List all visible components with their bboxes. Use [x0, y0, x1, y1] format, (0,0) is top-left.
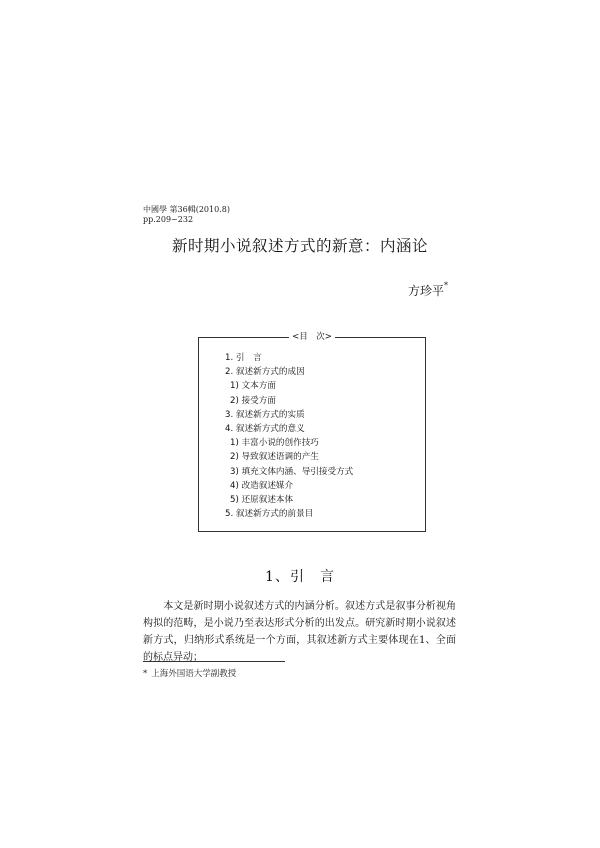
- toc-item: 1. 引 言: [225, 353, 262, 363]
- toc-subitem: 2) 导致叙述语调的产生: [230, 452, 319, 463]
- author: [408, 282, 448, 299]
- footnote-text: 上海外国语大学副教授: [151, 669, 237, 679]
- toc-subitem: 3) 填充文体内涵、导引接受方式: [230, 466, 354, 477]
- journal-info: [143, 205, 230, 225]
- author-name: 方珍平: [407, 284, 444, 298]
- toc-item: 4. 叙述新方式的意义: [225, 424, 305, 435]
- toc-subitem: 4) 改造叙述媒介: [230, 480, 294, 491]
- paper-title: 新时期小说叙述方式的新意：内涵论: [171, 237, 428, 255]
- toc-subitem: 1) 文本方面: [230, 381, 276, 392]
- body-paragraph: 本文是新时期小说叙述方式的内涵分析。叙述方式是叙事分析视角构拟的范畴，是小说乃至表达形式分析的出发点。研究新时期小说叙述新方式，归纳形式系统是一个方面，其叙述新方式主要体现在1、全面的标点异动；: [143, 601, 456, 663]
- footnote-mark: *: [143, 669, 148, 679]
- footnote-divider: [143, 661, 285, 662]
- section-heading: 1、引 言: [265, 569, 335, 585]
- author-footnote-mark: *: [444, 281, 448, 290]
- toc-subitem: 1) 丰富小说的创作技巧: [230, 438, 319, 449]
- toc-item: 2. 叙述新方式的成因: [225, 367, 305, 378]
- toc-list: [225, 351, 353, 521]
- footnote: [143, 667, 236, 679]
- toc-heading-text: <目 次>: [289, 332, 335, 342]
- toc-subitem: 2) 接受方面: [230, 395, 276, 406]
- page-range: pp.209~232: [143, 215, 194, 224]
- toc-item: 3. 叙述新方式的实质: [225, 409, 305, 420]
- toc-subitem: 5) 还原叙述本体: [230, 495, 294, 506]
- journal-issue: 中國學 第36輯(2010.8): [143, 205, 230, 214]
- table-of-contents: [198, 332, 426, 532]
- toc-item: 5. 叙述新方式的前景目: [225, 509, 314, 520]
- toc-heading: [199, 331, 425, 343]
